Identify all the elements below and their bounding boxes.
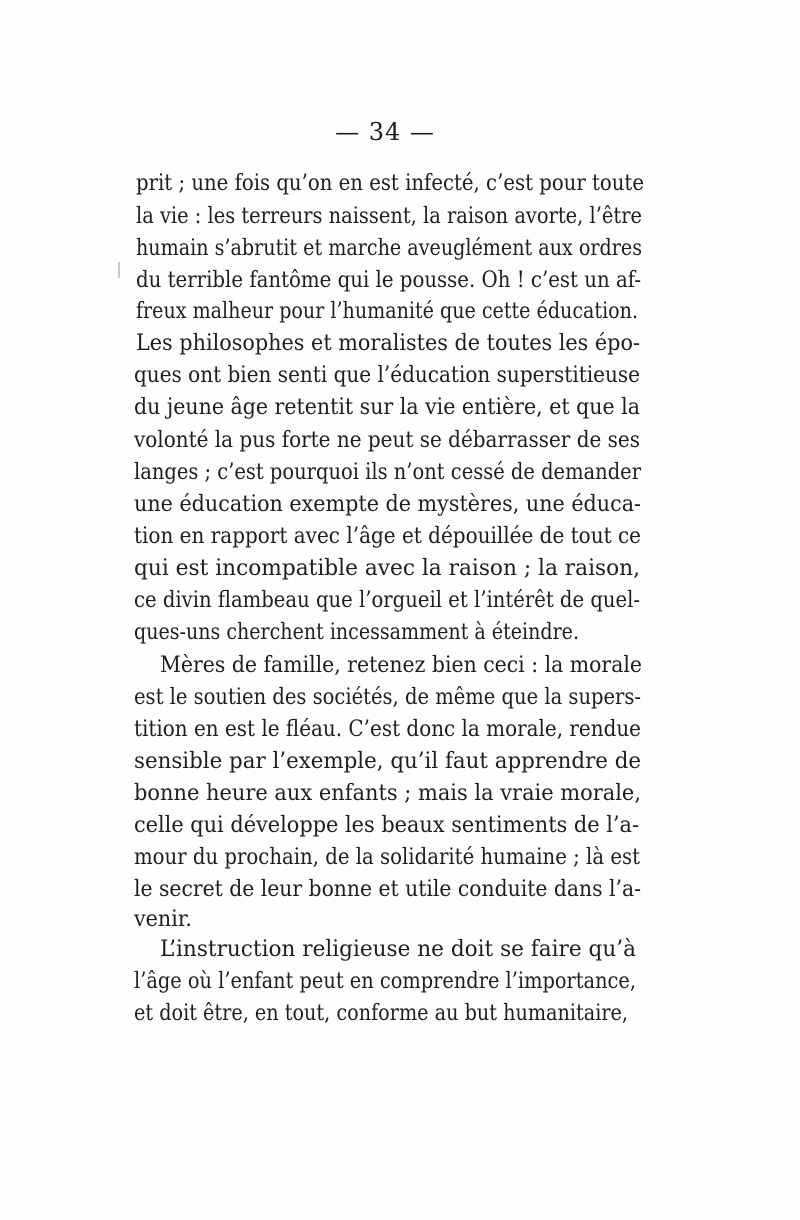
text-line-content: celle qui développe les beaux sentiments de l’a- [134, 812, 639, 838]
text-line [0, 265, 800, 295]
text-line [0, 553, 800, 583]
text-line-content: le secret de leur bonne et utile conduite dans l’a- [134, 876, 642, 902]
text-line [0, 842, 800, 872]
text-line [0, 457, 800, 487]
text-line [0, 966, 800, 996]
text-line-content: humain s’abrutit et marche aveuglément aux ordres [136, 235, 643, 261]
text-line-content: est le soutien des sociétés, de même que la supers- [134, 684, 642, 710]
text-line-content: qui est incompatible avec la raison ; la raison, [134, 555, 641, 581]
text-line-content: langes ; c’est pourquoi ils n’ont cessé de demander [134, 459, 642, 485]
text-line [0, 904, 800, 934]
text-line-content: la vie : les terreurs naissent, la raison avorte, l’être [136, 203, 642, 229]
text-line [0, 682, 800, 712]
text-line [0, 585, 800, 615]
text-line [0, 296, 800, 326]
text-line-content: et doit être, en tout, conforme au but humanitaire, [134, 1000, 629, 1026]
text-line [0, 425, 800, 455]
text-line-content: une éducation exempte de mystères, une éduca- [134, 491, 642, 517]
text-line-content: ques-uns cherchent incessamment à éteindre. [134, 619, 580, 645]
text-line [0, 810, 800, 840]
text-line-content: tition en est le fléau. C’est donc la morale, rendue [134, 716, 641, 742]
text-line-content: ques ont bien senti que l’éducation superstitieuse [134, 362, 641, 388]
text-line-content: ce divin flambeau que l’orgueil et l’intérêt de quel- [134, 587, 641, 613]
text-line [0, 392, 800, 422]
text-line [0, 233, 800, 263]
text-line [0, 714, 800, 744]
text-line-content: du jeune âge retentit sur la vie entière, et que la [134, 394, 640, 420]
text-line-content: freux malheur pour l’humanité que cette éducation. [136, 298, 639, 324]
text-line [0, 521, 800, 551]
text-line-content: venir. [134, 906, 193, 932]
text-line [0, 998, 800, 1028]
text-line [0, 360, 800, 390]
text-line-content: sensible par l’exemple, qu’il faut apprendre de [134, 748, 642, 774]
text-line [0, 617, 800, 647]
text-line [0, 201, 800, 231]
text-line-content: volonté la pus forte ne peut se débarrasser de ses [134, 427, 640, 453]
text-line-content: du terrible fantôme qui le pousse. Oh ! c’est un af- [136, 267, 642, 293]
text-line [0, 650, 800, 680]
text-line [0, 778, 800, 808]
text-line-content: Les philosophes et moralistes de toutes les épo- [136, 330, 640, 356]
text-line [0, 168, 800, 198]
text-line-content: prit ; une fois qu’on en est infecté, c’est pour toute [136, 170, 644, 196]
text-line [0, 328, 800, 358]
page-number: — 34 — [335, 118, 435, 146]
text-line-content: L’instruction religieuse ne doit se faire qu’à [160, 936, 636, 962]
text-line [0, 934, 800, 964]
text-line [0, 874, 800, 904]
text-line [0, 489, 800, 519]
text-line-content: tion en rapport avec l’âge et dépouillée de tout ce [134, 523, 641, 549]
text-line [0, 746, 800, 776]
text-line-content: mour du prochain, de la solidarité humaine ; là est [134, 844, 640, 870]
text-line-content: Mères de famille, retenez bien ceci : la morale [160, 652, 643, 678]
text-line-content: bonne heure aux enfants ; mais la vraie morale, [134, 780, 641, 806]
text-line-content: l’âge où l’enfant peut en comprendre l’importance, [134, 968, 637, 994]
